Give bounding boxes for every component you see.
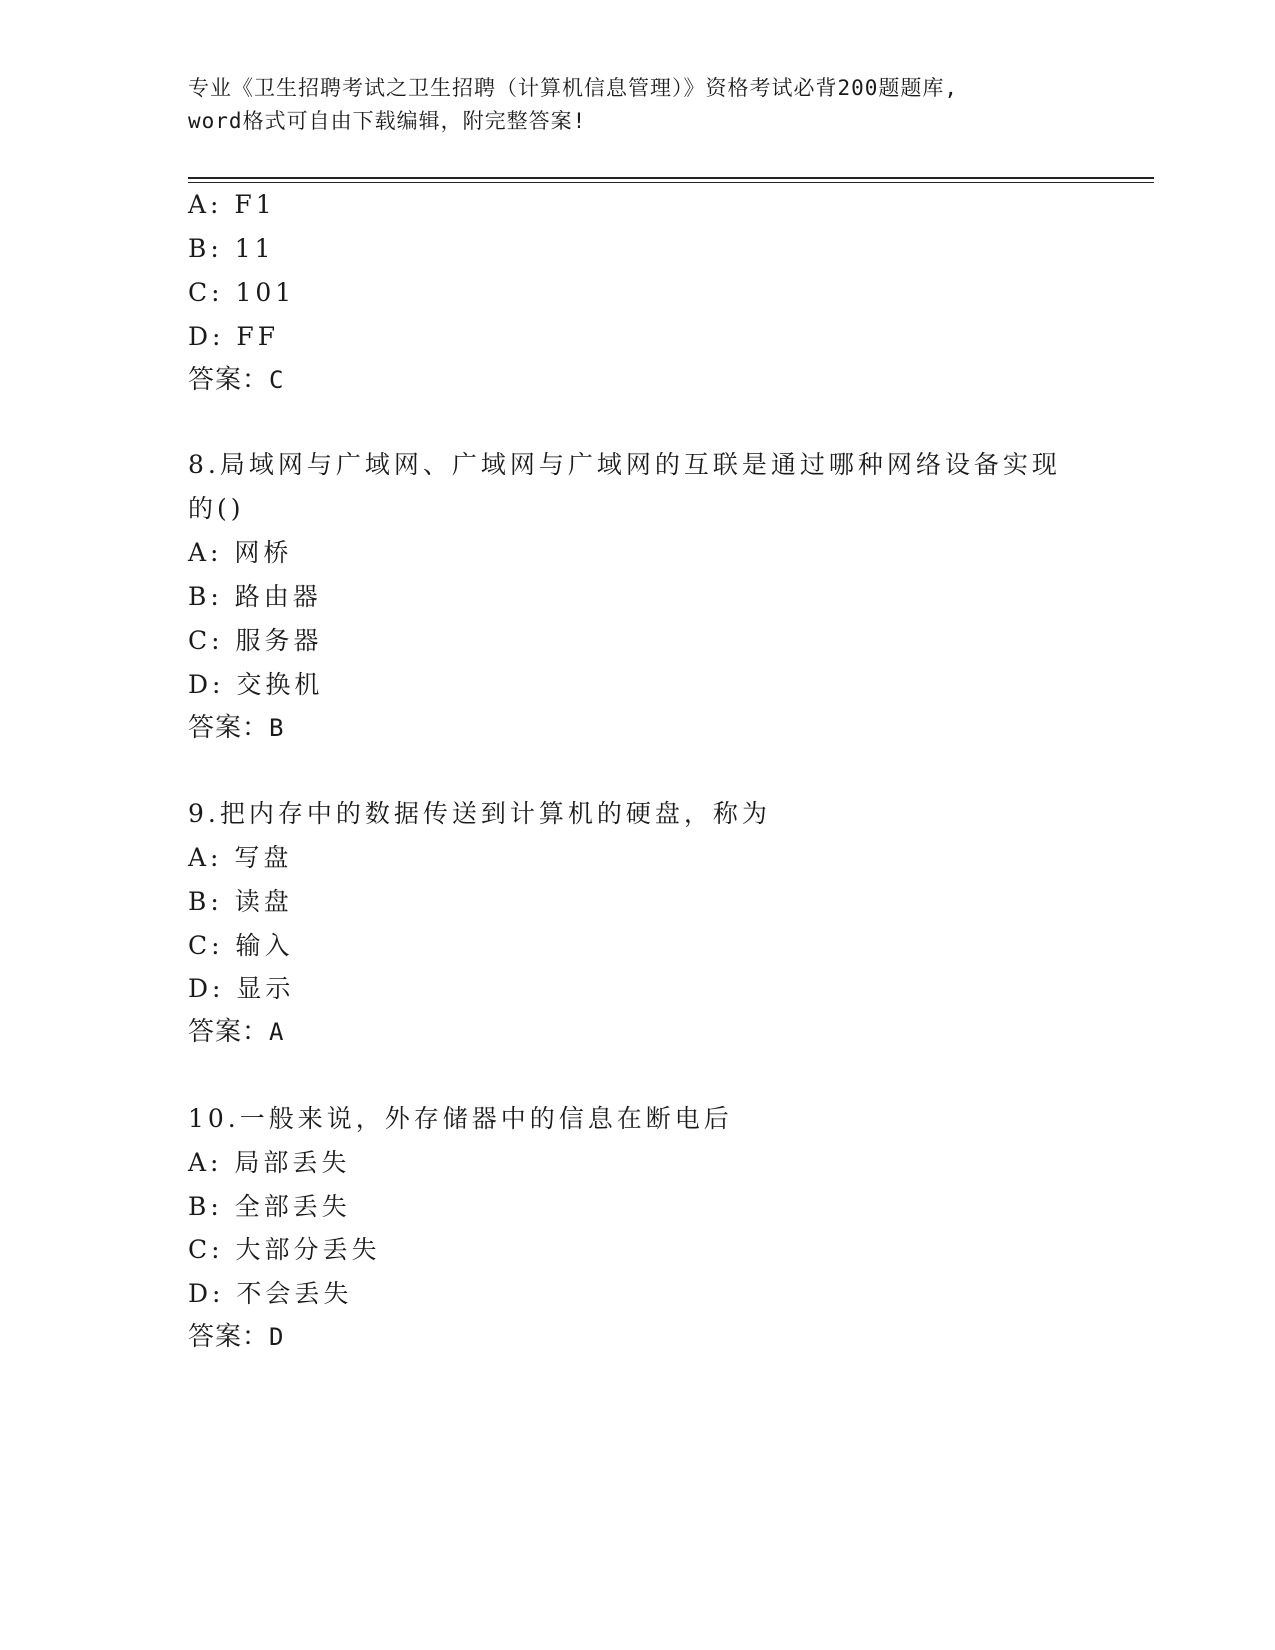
- question-8-option-c: C: 服务器: [188, 626, 323, 655]
- question-10-option-d: D: 不会丢失: [188, 1279, 353, 1308]
- answer-label: 答案：: [188, 365, 270, 395]
- question-9-option-a: A: 写盘: [188, 843, 293, 872]
- prev-option-c: C: 101: [188, 278, 296, 307]
- question-10-answer: [188, 1322, 284, 1352]
- answer-value: D: [269, 1323, 285, 1351]
- question-8-answer: [188, 713, 284, 743]
- question-10-option-a: A: 局部丢失: [188, 1148, 351, 1177]
- prev-option-b: B: 11: [188, 234, 275, 263]
- header-divider-thin: [188, 182, 1154, 183]
- answer-label: 答案：: [188, 713, 270, 743]
- answer-value: A: [269, 1018, 285, 1046]
- question-9-stem: 9.把内存中的数据传送到计算机的硬盘，称为: [188, 799, 771, 828]
- question-10-option-b: B: 全部丢失: [188, 1192, 351, 1221]
- question-9-answer: [188, 1017, 284, 1047]
- header-divider-thick: [188, 177, 1154, 179]
- question-8-option-d: D: 交换机: [188, 670, 324, 699]
- question-9-option-b: B: 读盘: [188, 887, 293, 916]
- prev-option-d: D: FF: [188, 322, 280, 351]
- answer-label: 答案：: [188, 1017, 270, 1047]
- header-title-line-1: 专业《卫生招聘考试之卫生招聘（计算机信息管理）》资格考试必背200题题库,: [188, 76, 959, 100]
- question-8-stem-line-2: 的(): [188, 494, 245, 523]
- answer-value: C: [269, 366, 285, 394]
- document-header: [188, 72, 1088, 138]
- question-9-option-d: D: 显示: [188, 974, 295, 1003]
- question-10-stem: 10.一般来说，外存储器中的信息在断电后: [188, 1104, 733, 1133]
- question-8-stem-line-1: 8.局域网与广域网、广域网与广域网的互联是通过哪种网络设备实现: [188, 450, 1061, 479]
- prev-answer: [188, 365, 284, 395]
- question-10-option-c: C: 大部分丢失: [188, 1235, 381, 1264]
- prev-option-a: A: F1: [188, 190, 276, 219]
- answer-label: 答案：: [188, 1322, 270, 1352]
- answer-value: B: [269, 714, 285, 742]
- header-title-line-2: word格式可自由下载编辑，附完整答案!: [188, 109, 587, 133]
- question-8-option-b: B: 路由器: [188, 582, 322, 611]
- question-8-option-a: A: 网桥: [188, 538, 293, 567]
- question-9-option-c: C: 输入: [188, 931, 294, 960]
